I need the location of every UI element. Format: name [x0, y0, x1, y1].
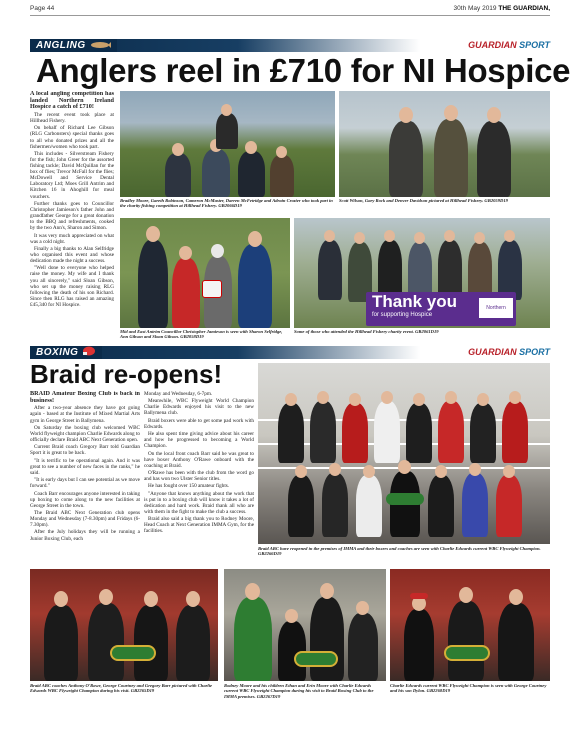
angling-paragraph: The recent event took place at Hillhead Fishery. — [30, 111, 114, 125]
page-header — [30, 4, 550, 16]
boxing-paragraph: After a two-year absence they have got going again - based at the Institute of Mixed Martial Arts gym in George Street in Ballymena. — [30, 405, 140, 424]
angling-paragraph: Finally a big thanks to Alan Selfridge who organised this event and whose dedication made the night a success. — [30, 245, 114, 265]
boxing-paragraph: After the July holidays they will be running a Junior Boxing Club, each — [30, 529, 140, 542]
boxing-photo-courtney — [390, 569, 550, 681]
angling-paragraph: A local angling competition has landed Northern Ireland Hospice a catch of £710! — [30, 91, 114, 111]
boxing-main-caption: Braid ABC have reopened in the premises of IMMA and their boxers and coaches are seen with Charlie Edwards current WBC Flyweight Champion. GB2266D19 — [258, 546, 541, 557]
boxing-caption-courtney: Charlie Edwards current WBC Flyweight Champion is seen with George Courtney and his son Dylon. GB2268D19 — [390, 683, 547, 694]
angling-paragraph: This includes - Silverstream Fishery for the fish; John Greer for the assorted fishing tackle; David McQuillan for the box of flies; Trevor McFall for the flies; McDowell and Service Dental Laboratory Ltd; Moes Grill Antrim and Kitchen 16 in Ahoghill for meal vouchers. — [30, 150, 114, 200]
boxing-paragraph: BRAID Amateur Boxing Club is back in business! — [30, 391, 140, 404]
boxing-paragraph: "It is early days but I can see potential as we move forward." — [30, 477, 140, 490]
page-date-line: 30th May 2019 THE GUARDIAN, — [453, 5, 550, 12]
boxing-headline: Braid re-opens! — [30, 359, 223, 389]
fishing-rod-icon — [89, 40, 111, 49]
boxing-paragraph: The Braid ABC Next Generation club opens Monday and Wednesday (7-8.30pm) and Fridays (6-7.30pm). — [30, 510, 140, 529]
boxing-caption-moore-family: Rodney Moore and his children Ethan and Erin Moore with Charlie Edwards current WBC Flyweight Champion during his visit to Braid Boxing Club to the IMMA premises. GB2267D19 — [224, 683, 374, 699]
boxing-paragraph: Monday and Wednesday, 6-7pm. — [144, 391, 213, 397]
boxing-photo-coaches — [30, 569, 218, 681]
boxing-paragraph: Braid boxers were able to get some pad work with Edwards. — [144, 417, 254, 430]
boxing-paragraph: Meanwhile, WBC Flyweight World Champion Charlie Edwards enjoyed his visit to the new Ballymena club. — [144, 398, 254, 417]
boxing-paragraph: O'Rawe has been with the club from the word go and has won two Ulster Senior titles. — [144, 470, 254, 483]
angling-caption-4: Some of those who attended the Hillhead Fishery charity event. GB2061D19 — [294, 329, 439, 334]
angling-section-label: ANGLING — [30, 39, 117, 52]
angling-paragraph: "Well done to everyone who helped raise the money. My wife and I thank you all sincerely," said Sloan Gibson, who set up the money raising RLG following the death of his son Richard. Since then RLG has raised an amazing £45,340 for NI Hospice. — [30, 265, 114, 308]
boxing-photo-moore-family — [224, 569, 386, 681]
boxing-paragraph: Braid also said a big thank you to Rodney Moore, Head Coach at Next Generation IMMA Gym, for the facilities. — [144, 516, 254, 535]
thank-you-banner: Thank you for supporting Hospice Northern — [366, 292, 516, 326]
angling-photo-2 — [339, 91, 550, 197]
angling-photo-3 — [120, 218, 290, 328]
boxing-article-col-1 — [30, 391, 140, 567]
boxing-paragraph: He has fought over 150 amateur fights. — [148, 483, 230, 490]
angling-paragraph: On behalf of Richard Lee Gibson (RLG Carbonsters) special thanks goes to all who donated prizes and all the fishermen/women who took part. — [30, 125, 114, 150]
angling-caption-2: Scott Wilson, Gary Rock and Denver Davidson pictured at Hillhead Fishery. GB2059D19 — [339, 198, 508, 203]
boxing-caption-coaches: Braid ABC coaches Anthony O'Rawe, George Courtney and Gregory Barr pictured with Charlie Edwards WBC Flyweight Champion during his visit. GB2265D19 — [30, 683, 213, 694]
angling-photo-1 — [120, 91, 335, 197]
boxing-paragraph: On the local front coach Barr said he was great to have boxer Anthony O'Rawe onboard with the coaching at Braid. — [144, 450, 254, 469]
angling-photo-4 — [294, 218, 550, 328]
boxing-paragraph: Current Braid coach Gregory Barr told Guardian Sport it is great to be back. — [30, 444, 140, 457]
page-number: Page 44 — [30, 5, 55, 12]
boxing-glove-icon — [82, 346, 96, 356]
boxing-paragraph: "Anyone that knows anything about the work that is put in to a boxing club will know it takes a lot of dedication and hard work. Braid thank all who are with them in the fight to make the club a success. — [144, 490, 254, 515]
angling-caption-1: Bradley Moore, Gareth Robinson, Cameron McMaster, Darren McFetridge and Adrain Crozier who took part in the charity fishing competition at Hillhead Fishery. GB2066D19 — [120, 198, 333, 209]
angling-caption-3: Mid and East Antrim Councillor Christopher Jamieson is seen with Sharon Selfridge, Ann Gibson and Sloan Gibson. GB2058D19 — [120, 329, 283, 340]
angling-article — [30, 91, 114, 351]
angling-headline: Anglers reel in £710 for NI Hospice — [36, 52, 571, 89]
angling-paragraph: Further thanks goes to Councillor Christopher Jamieson's father John and grandfather George for a great donation to the BBQ and refreshments, cooked by the two Ann's, Sharon and Simon. — [30, 200, 114, 232]
boxing-main-photo — [258, 363, 550, 544]
boxing-paragraph: On Saturday the boxing club welcomed WBC World flyweight champion Charlie Edwards along to officially declare Braid ABC Next Generation open. — [30, 424, 140, 444]
boxing-paragraph: He also spent time giving advice about his career and how he progressed to becoming a World Champion. — [144, 431, 254, 450]
boxing-article-col-2 — [144, 391, 254, 567]
boxing-section-label: BOXING — [30, 346, 102, 359]
boxing-paragraph: "It is terrific to be operational again. And it was great to see a number of new faces in the ranks," he said. — [30, 457, 140, 476]
boxing-brand: GUARDIAN SPORT — [468, 347, 550, 357]
angling-brand: GUARDIAN SPORT — [468, 40, 550, 50]
angling-paragraph: It was very much appreciated on what was a cold night. — [30, 232, 114, 245]
boxing-paragraph: Coach Barr encourages anyone interested in taking up boxing to come along to the new facilities at George Street in the town. — [30, 490, 140, 509]
